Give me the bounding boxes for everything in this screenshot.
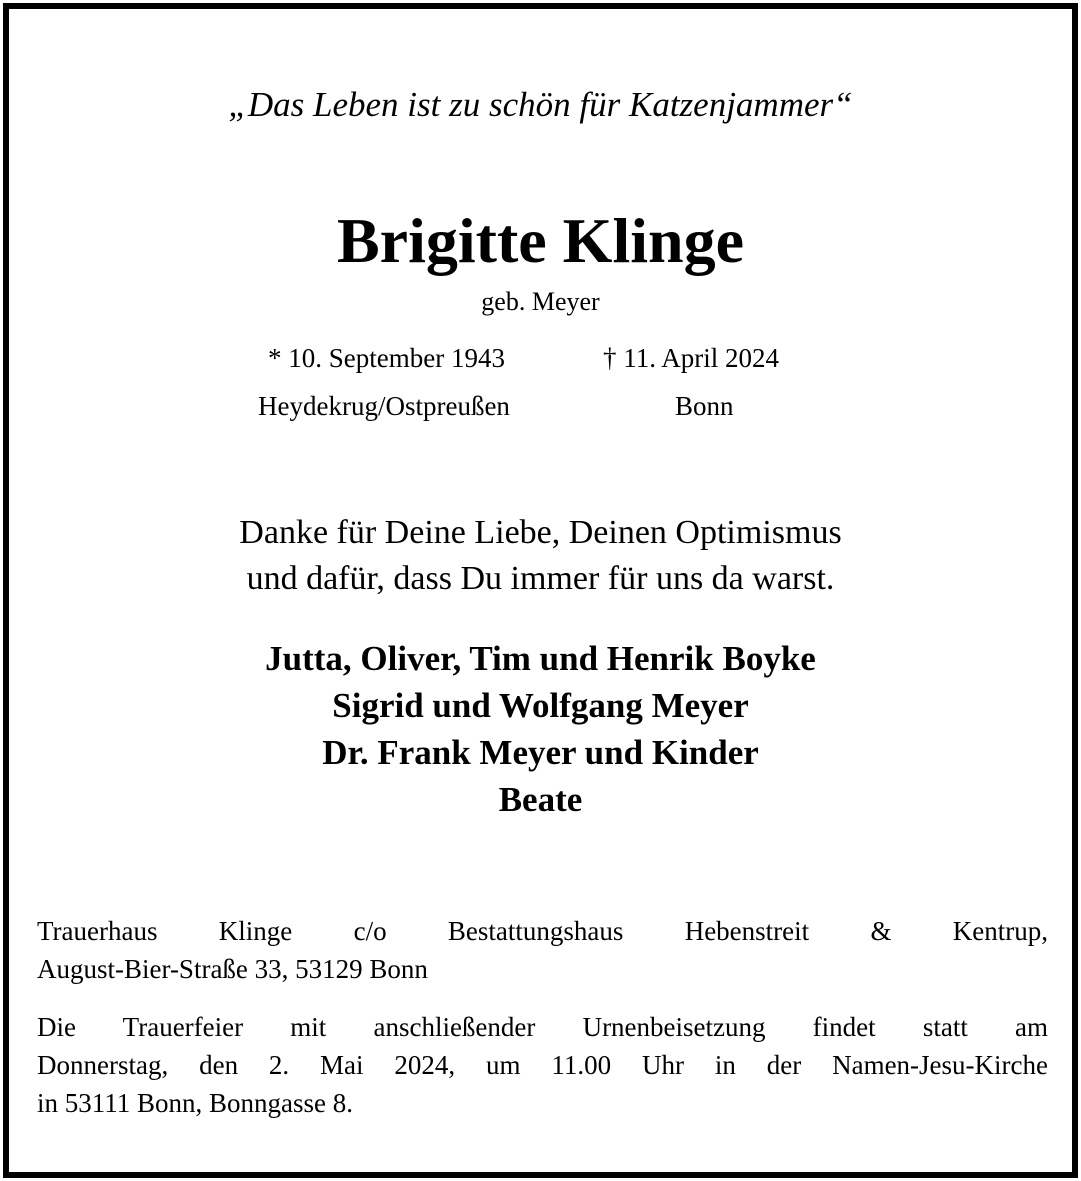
birth-date: * 10. September 1943 (268, 343, 505, 373)
funeral-home-address (37, 912, 1048, 988)
death-date: † 11. April 2024 (603, 343, 780, 373)
thanks-text (0, 510, 1081, 602)
ceremony-line: in 53111 Bonn, Bonngasse 8. (37, 1088, 353, 1118)
mourner-line: Dr. Frank Meyer und Kinder (322, 733, 759, 772)
death-place: Bonn (675, 391, 734, 421)
thanks-line: und dafür, dass Du immer für uns da warst. (246, 560, 835, 597)
birth-place: Heydekrug/Ostpreußen (258, 391, 510, 421)
thanks-line: Danke für Deine Liebe, Deinen Optimismus (239, 514, 842, 551)
address-line: Trauerhaus Klinge c/o Bestattungshaus Hebenstreit & Kentrup, (37, 916, 1048, 946)
ceremony-line: Die Trauerfeier mit anschließender Urnenbeisetzung findet statt am (37, 1012, 1048, 1042)
ceremony-details (37, 1008, 1048, 1122)
deceased-name: Brigitte Klinge (336, 205, 745, 276)
ceremony-line: Donnerstag, den 2. Mai 2024, um 11.00 Uhr in der Namen-Jesu-Kirche (37, 1050, 1048, 1080)
mourner-line: Jutta, Oliver, Tim und Henrik Boyke (265, 639, 816, 678)
mourner-line: Beate (498, 780, 583, 819)
life-dates (0, 340, 1081, 430)
mourner-line: Sigrid und Wolfgang Meyer (332, 686, 749, 725)
motto-quote: „Das Leben ist zu schön für Katzenjammer“ (228, 85, 853, 124)
birth-name: geb. Meyer (481, 287, 600, 316)
address-line: August-Bier-Straße 33, 53129 Bonn (37, 954, 428, 984)
mourners-list (0, 635, 1081, 823)
